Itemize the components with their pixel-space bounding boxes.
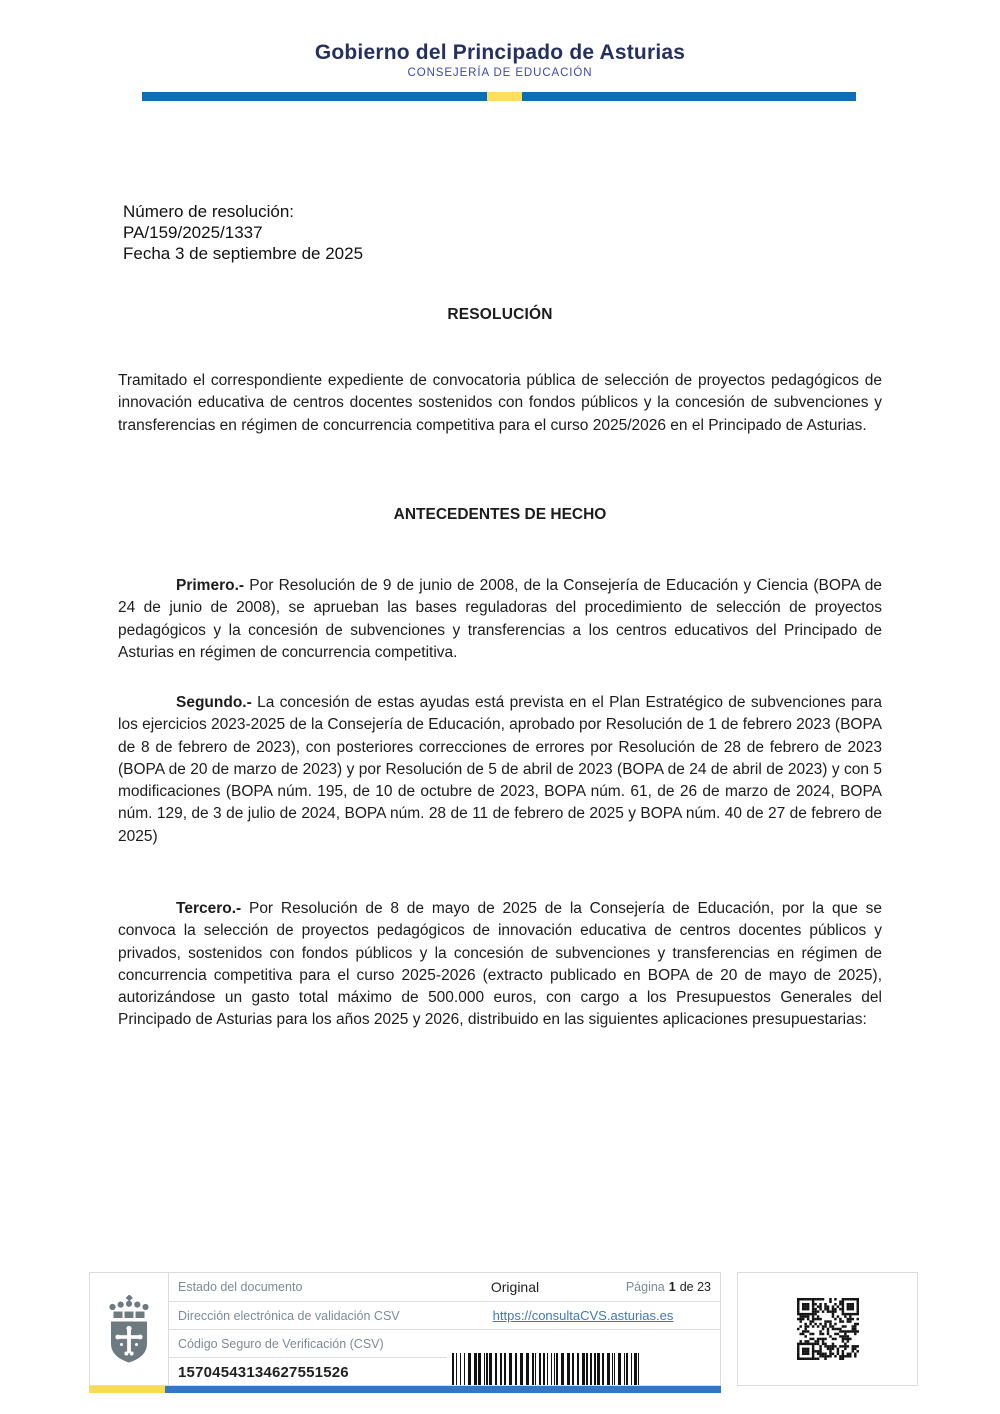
footer-validation-box <box>89 1272 721 1386</box>
paragraph-tercero-text: Por Resolución de 8 de mayo de 2025 de la Consejería de Educación, por la que se convoca la selección de proyectos pedagógicos de innovación educativa de centros docentes públicos y privados, sostenidos con fondos públicos y la concesión de subvenciones y transferencias en régimen de concurrencia competitiva para el curso 2025-2026 (extracto publicado en BOPA de 20 de mayo de 2025), autorizándose un gasto total máximo de 500.000 euros, con cargo a los Presupuestos Generales del Principado de Asturias para los años 2025 y 2026, distribuido en las siguientes aplicaciones presupuestarias: <box>118 900 882 1029</box>
section-heading-antecedentes: ANTECEDENTES DE HECHO <box>393 506 607 523</box>
footer-logo-cell <box>90 1273 169 1385</box>
estado-label: Estado del documento <box>178 1280 303 1294</box>
barcode <box>452 1353 644 1385</box>
paragraph-segundo <box>118 692 882 848</box>
footer-row-csv-url <box>169 1302 720 1330</box>
footer-bottom-bar-yellow <box>89 1386 165 1393</box>
page-indicator <box>584 1280 711 1294</box>
csv-code-value: 15704543134627551526 <box>178 1363 349 1381</box>
qr-code <box>797 1298 859 1360</box>
footer-qr-box <box>737 1272 918 1386</box>
department-subtitle: CONSEJERÍA DE EDUCACIÓN <box>407 67 593 79</box>
paragraph-tercero <box>118 898 882 1032</box>
resolution-info <box>123 201 363 264</box>
page-current: 1 <box>668 1280 676 1294</box>
asturias-shield-icon <box>107 1295 151 1363</box>
resolution-date: Fecha 3 de septiembre de 2025 <box>123 244 364 263</box>
barcode-wrap <box>452 1353 644 1385</box>
csv-code-label: Código Seguro de Verificación (CSV) <box>178 1337 384 1351</box>
paragraph-segundo-text: La concesión de estas ayudas está prevista en el Plan Estratégico de subvenciones para los ejercicios 2023-2025 de la Consejería de Educación, aprobado por Resolución de 1 de febrero 2023 (BOPA de 8 de febrero de 2023), con posteriores correcciones de errores por Resolución de 28 de febrero de 2023 (BOPA de 20 de marzo de 2023) y por Resolución de 5 de abril de 2023 (BOPA de 24 de abril de 2023) y con 5 modificaciones (BOPA núm. 195, de 10 de octubre de 2023, BOPA núm. 61, de 26 de marzo de 2024, BOPA núm. 129, de 3 de julio de 2024, BOPA núm. 28 de 11 de febrero de 2025 y BOPA núm. 40 de 27 de febrero de 2025) <box>118 694 883 845</box>
csv-url-cell <box>446 1307 720 1325</box>
resolution-number: PA/159/2025/1337 <box>123 223 263 242</box>
csv-url-label: Dirección electrónica de validación CSV <box>178 1309 400 1323</box>
header-divider-yellow-segment <box>487 92 522 101</box>
document-title: RESOLUCIÓN <box>447 306 553 323</box>
paragraph-primero-text: Por Resolución de 9 de junio de 2008, de la Consejería de Educación y Ciencia (BOPA de 24 de junio de 2008), se aprueban las bases reguladoras del procedimiento de selección de proyectos pedagógicos y la concesión de subvenciones y transferencias a los centros educativos del Principado de Asturias en régimen de concurrencia competitiva. <box>118 577 882 661</box>
page-label: Página <box>625 1280 665 1294</box>
estado-value: Original <box>490 1279 540 1295</box>
paragraph-primero <box>118 575 882 664</box>
intro-paragraph: Tramitado el correspondiente expediente de convocatoria pública de selección de proyectos pedagógicos de innovación educativa de centros docentes sostenidos con fondos públicos y la concesión de subvenciones y transferencias en régimen de concurrencia competitiva para el curso 2025/2026 en el Principado de Asturias. <box>118 372 882 434</box>
paragraph-tercero-lead: Tercero.- <box>176 900 242 917</box>
paragraph-segundo-lead: Segundo.- <box>176 694 252 711</box>
header-divider-bar <box>142 92 856 101</box>
resolution-number-label: Número de resolución: <box>123 202 295 221</box>
footer-bottom-bar-blue <box>165 1386 721 1393</box>
page-total: de 23 <box>679 1280 711 1294</box>
government-title: Gobierno del Principado de Asturias <box>314 41 686 64</box>
footer-row-estado <box>169 1273 720 1301</box>
csv-validation-link[interactable]: https://consultaCVS.asturias.es <box>492 1308 674 1323</box>
paragraph-primero-lead: Primero.- <box>176 577 245 594</box>
